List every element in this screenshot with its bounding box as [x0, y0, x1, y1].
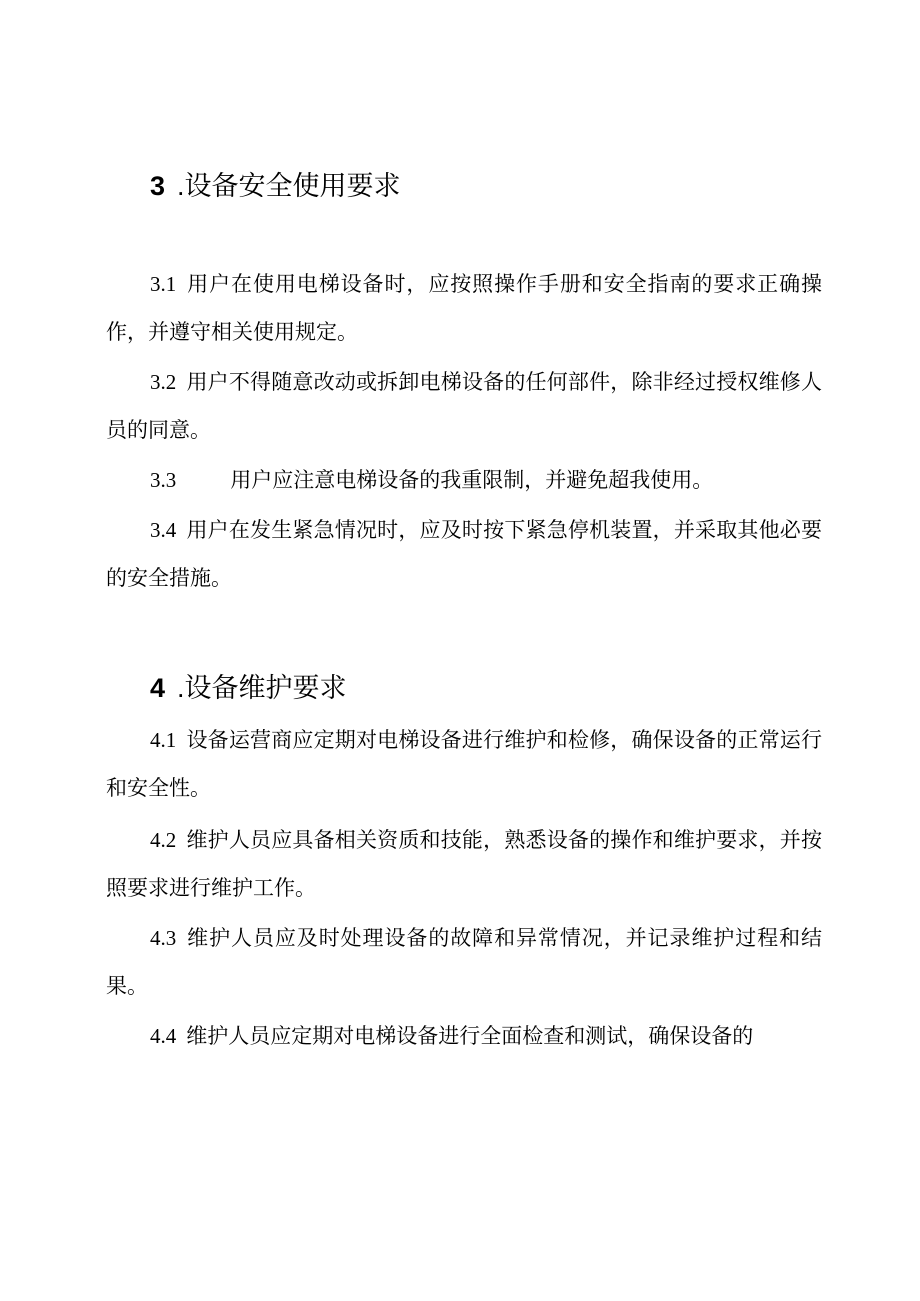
paragraph-4-4 [106, 1012, 822, 1060]
section-title: .设备维护要求 [177, 673, 347, 703]
paragraph-3-4 [106, 506, 822, 602]
paragraph-number: 4.1 [150, 728, 177, 752]
paragraph-number: 4.3 [150, 926, 177, 950]
paragraph-4-1 [106, 716, 822, 812]
paragraph-text: 维护人员应具备相关资质和技能，熟悉设备的操作和维护要求，并按照要求进行维护工作。 [106, 828, 822, 900]
paragraph-4-3 [106, 914, 822, 1010]
paragraph-number: 3.2 [150, 370, 177, 394]
section-number: 3 [150, 171, 166, 201]
paragraph-number: 3.4 [150, 518, 177, 542]
paragraph-3-2 [106, 358, 822, 454]
paragraph-number: 3.3 [150, 468, 177, 492]
paragraph-text: 设备运营商应定期对电梯设备进行维护和检修，确保设备的正常运行和安全性。 [106, 728, 822, 800]
paragraph-number: 3.1 [150, 272, 177, 296]
paragraph-text: 用户在使用电梯设备时，应按照操作手册和安全指南的要求正确操作，并遵守相关使用规定。 [106, 272, 822, 344]
paragraph-3-1 [106, 260, 822, 356]
section-3-heading [150, 168, 401, 205]
section-number: 4 [150, 673, 166, 703]
paragraph-3-3 [106, 456, 822, 504]
section-4-heading [150, 670, 347, 707]
paragraph-text: 维护人员应定期对电梯设备进行全面检查和测试，确保设备的 [186, 1024, 754, 1048]
paragraph-text: 用户在发生紧急情况时，应及时按下紧急停机装置，并采取其他必要的安全措施。 [106, 518, 822, 590]
paragraph-number: 4.2 [150, 828, 177, 852]
paragraph-text: 用户不得随意改动或拆卸电梯设备的任何部件，除非经过授权维修人员的同意。 [106, 370, 822, 442]
paragraph-text: 用户应注意电梯设备的我重限制，并避免超我使用。 [230, 468, 714, 492]
section-title: .设备安全使用要求 [177, 171, 401, 201]
paragraph-number: 4.4 [150, 1024, 177, 1048]
paragraph-text: 维护人员应及时处理设备的故障和异常情况，并记录维护过程和结果。 [106, 926, 822, 998]
paragraph-4-2 [106, 816, 822, 912]
